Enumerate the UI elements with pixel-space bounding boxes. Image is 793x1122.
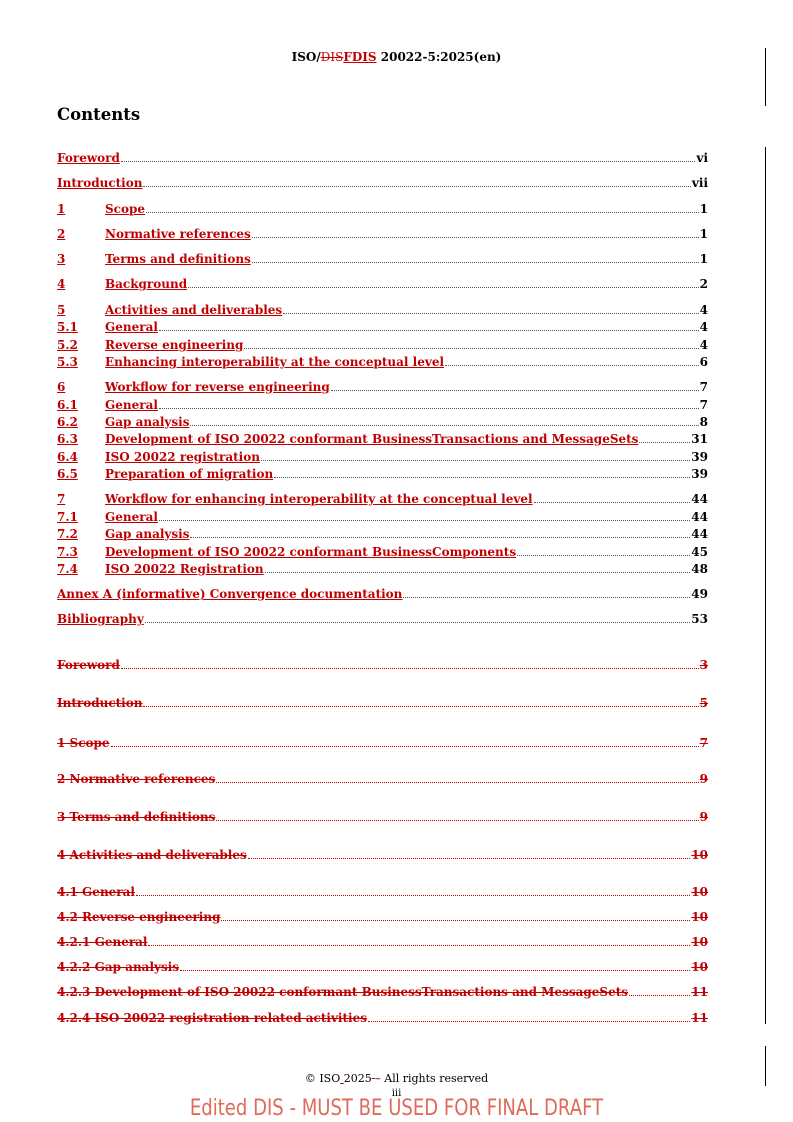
deleted-toc-entry xyxy=(57,933,708,949)
toc-entry-page: 1 xyxy=(699,227,708,241)
toc-entry-title: Background xyxy=(105,277,188,291)
copyright-footer xyxy=(0,1072,793,1085)
toc-entry-title: Activities and deliverables xyxy=(105,303,283,317)
deleted-toc-dot-leader xyxy=(216,819,698,821)
deleted-toc-entry-title: 4.1 General xyxy=(57,885,135,899)
header-deleted-text: DIS xyxy=(320,50,344,64)
toc-entry-title: Terms and definitions xyxy=(105,252,251,266)
deleted-toc-dot-leader xyxy=(221,919,690,921)
deleted-toc-entry xyxy=(57,770,708,786)
toc-dot-leader xyxy=(403,596,690,598)
toc-dot-leader xyxy=(252,236,699,238)
deleted-toc-entry xyxy=(57,883,708,899)
deleted-toc-entry xyxy=(57,734,708,750)
toc-entry[interactable] xyxy=(57,200,708,216)
deleted-toc-entry xyxy=(57,656,708,672)
toc-entry-number: 7 xyxy=(57,492,66,506)
watermark: Edited DIS - MUST BE USED FOR FINAL DRAFT xyxy=(189,1096,604,1121)
toc-entry-title: ISO 20022 Registration xyxy=(105,562,264,576)
deleted-toc-entry-title: Foreword xyxy=(57,658,120,672)
toc-entry-page: 1 xyxy=(699,252,708,266)
deleted-toc-entry-page: 10 xyxy=(691,885,708,899)
toc-entry-page: 1 xyxy=(699,202,708,216)
toc-entry[interactable] xyxy=(57,585,708,601)
toc-entry-number: 2 xyxy=(57,227,66,241)
toc-entry-number: 6 xyxy=(57,380,66,394)
toc-dot-leader xyxy=(517,554,690,556)
toc-entry-number: 1 xyxy=(57,202,66,216)
toc-entry[interactable] xyxy=(57,318,708,334)
toc-entry-number: 4 xyxy=(57,277,66,291)
toc-entry-page: 4 xyxy=(699,338,708,352)
toc-dot-leader xyxy=(188,286,699,288)
toc-entry[interactable] xyxy=(57,301,708,317)
toc-entry-page: 4 xyxy=(699,320,708,334)
toc-entry-title: Development of ISO 20022 conformant BusinessComponents xyxy=(105,545,517,559)
toc-entry[interactable] xyxy=(57,378,708,394)
toc-entry-number: 7.3 xyxy=(57,545,78,559)
toc-entry[interactable] xyxy=(57,610,708,626)
toc-dot-leader xyxy=(534,501,691,503)
toc-entry-title: Gap analysis xyxy=(105,527,190,541)
toc-entry-number: 6.5 xyxy=(57,467,78,481)
page-header xyxy=(0,50,793,64)
deleted-toc-dot-leader xyxy=(121,667,699,669)
deleted-toc-dot-leader xyxy=(248,857,691,859)
toc-entry-page: 49 xyxy=(691,587,708,601)
deleted-toc-dot-leader xyxy=(111,745,699,747)
toc-entry-number: 6.2 xyxy=(57,415,78,429)
deleted-toc-entry-title: 4.2.3 Development of ISO 20022 conformant BusinessTransactions and MessageSets xyxy=(57,985,629,999)
toc-entry-page: vii xyxy=(691,176,708,190)
deleted-toc-entry-page: 10 xyxy=(691,910,708,924)
toc-entry[interactable] xyxy=(57,508,708,524)
toc-entry-page: 48 xyxy=(691,562,708,576)
toc-entry[interactable] xyxy=(57,448,708,464)
toc-dot-leader xyxy=(265,571,691,573)
toc-entry-title: Development of ISO 20022 conformant BusinessTransactions and MessageSets xyxy=(105,432,639,446)
toc-entry-page: vi xyxy=(696,151,708,165)
deleted-toc-dot-leader xyxy=(629,994,690,996)
toc-dot-leader xyxy=(283,312,698,314)
toc-entry-number: 7.2 xyxy=(57,527,78,541)
toc-entry-page: 44 xyxy=(691,510,708,524)
toc-entry-title: Reverse engineering xyxy=(105,338,244,352)
toc-dot-leader xyxy=(190,424,698,426)
header-suffix: 20022-5:2025(en) xyxy=(376,50,502,64)
toc-dot-leader xyxy=(146,211,699,213)
change-bar-main xyxy=(765,147,766,1024)
deleted-toc-dot-leader xyxy=(368,1020,690,1022)
header-inserted-text: FDIS xyxy=(343,50,377,64)
toc-entry-title: Enhancing interoperability at the conceptual level xyxy=(105,355,445,369)
toc-entry-page: 7 xyxy=(699,398,708,412)
toc-dot-leader xyxy=(445,364,699,366)
toc-entry[interactable] xyxy=(57,490,708,506)
deleted-toc-dot-leader xyxy=(180,969,690,971)
toc-entry-number: 5 xyxy=(57,303,66,317)
toc-entry[interactable] xyxy=(57,336,708,352)
toc-entry-page: 8 xyxy=(699,415,708,429)
toc-entry-page: 2 xyxy=(699,277,708,291)
toc-entry-number: 6.3 xyxy=(57,432,78,446)
toc-entry-number: 3 xyxy=(57,252,66,266)
deleted-toc-entry-title: 4.2.2 Gap analysis xyxy=(57,960,180,974)
toc-entry-page: 6 xyxy=(699,355,708,369)
toc-entry[interactable] xyxy=(57,149,708,165)
toc-entry-page: 39 xyxy=(691,450,708,464)
toc-entry[interactable] xyxy=(57,174,708,190)
copyright-text-c: – All rights reserved xyxy=(375,1072,489,1085)
deleted-toc-entry-page: 11 xyxy=(691,985,708,999)
toc-entry-number: 5.2 xyxy=(57,338,78,352)
toc-entry-title: Bibliography xyxy=(57,612,144,626)
toc-entry-title: Foreword xyxy=(57,151,120,165)
toc-entry-page: 44 xyxy=(691,527,708,541)
toc-entry-title: Gap analysis xyxy=(105,415,190,429)
toc-entry[interactable] xyxy=(57,465,708,481)
deleted-toc-entry-page: 7 xyxy=(699,736,708,750)
toc-dot-leader xyxy=(159,519,690,521)
toc-dot-leader xyxy=(331,389,699,391)
deleted-toc-entry xyxy=(57,908,708,924)
toc-entry-page: 44 xyxy=(691,492,708,506)
toc-entry-page: 53 xyxy=(691,612,708,626)
toc-entry-title: Annex A (informative) Convergence documentation xyxy=(57,587,403,601)
copyright-text-a: © ISO xyxy=(304,1072,341,1085)
deleted-toc-entry-page: 10 xyxy=(691,848,708,862)
deleted-toc-entry-title: 3 Terms and definitions xyxy=(57,810,216,824)
toc-entry[interactable] xyxy=(57,275,708,291)
toc-dot-leader xyxy=(252,261,699,263)
toc-entry-page: 7 xyxy=(699,380,708,394)
toc-entry[interactable] xyxy=(57,250,708,266)
toc-entry-number: 5.3 xyxy=(57,355,78,369)
toc-entry-number: 5.1 xyxy=(57,320,78,334)
copyright-year: 2025 xyxy=(343,1072,372,1085)
toc-entry-title: Workflow for enhancing interoperability at the conceptual level xyxy=(105,492,533,506)
toc-entry-title: General xyxy=(105,510,158,524)
deleted-toc-entry xyxy=(57,1009,708,1025)
deleted-toc-entry xyxy=(57,846,708,862)
toc-entry-page: 31 xyxy=(691,432,708,446)
toc-entry[interactable] xyxy=(57,413,708,429)
deleted-toc-entry-title: 2 Normative references xyxy=(57,772,216,786)
deleted-toc-entry-title: 4.2.1 General xyxy=(57,935,148,949)
toc-dot-leader xyxy=(145,621,691,623)
deleted-toc-entry xyxy=(57,694,708,710)
toc-entry-title: Introduction xyxy=(57,176,143,190)
deleted-toc-entry-title: 4.2 Reverse engineering xyxy=(57,910,221,924)
toc-entry[interactable] xyxy=(57,560,708,576)
deleted-toc-entry-page: 3 xyxy=(699,658,708,672)
deleted-toc-entry xyxy=(57,983,708,999)
deleted-toc-dot-leader xyxy=(136,894,690,896)
toc-entry-title: ISO 20022 registration xyxy=(105,450,260,464)
toc-dot-leader xyxy=(159,407,699,409)
deleted-toc-entry-title: Introduction xyxy=(57,696,143,710)
toc-entry-title: Normative references xyxy=(105,227,251,241)
deleted-toc-dot-leader xyxy=(216,781,698,783)
toc-entry-title: Preparation of migration xyxy=(105,467,274,481)
toc-entry[interactable] xyxy=(57,225,708,241)
toc-entry-title: Workflow for reverse engineering xyxy=(105,380,330,394)
toc-dot-leader xyxy=(159,329,699,331)
toc-entry-page: 4 xyxy=(699,303,708,317)
deleted-toc-entry-page: 9 xyxy=(699,772,708,786)
deleted-toc-entry-title: 4 Activities and deliverables xyxy=(57,848,247,862)
toc-dot-leader xyxy=(121,160,696,162)
toc-entry-number: 7.1 xyxy=(57,510,78,524)
toc-entry[interactable] xyxy=(57,353,708,369)
toc-dot-leader xyxy=(190,536,690,538)
toc-dot-leader xyxy=(261,459,690,461)
toc-entry[interactable] xyxy=(57,543,708,559)
toc-entry-title: General xyxy=(105,320,158,334)
deleted-toc-entry xyxy=(57,808,708,824)
toc-entry-title: Scope xyxy=(105,202,146,216)
toc-entry-page: 45 xyxy=(691,545,708,559)
deleted-toc-entry-page: 9 xyxy=(699,810,708,824)
toc-entry-title: General xyxy=(105,398,158,412)
page-number: iii xyxy=(391,1088,402,1099)
deleted-toc-entry xyxy=(57,958,708,974)
toc-entry[interactable] xyxy=(57,430,708,446)
toc-dot-leader xyxy=(639,441,690,443)
deleted-toc-dot-leader xyxy=(148,944,690,946)
deleted-toc-dot-leader xyxy=(143,705,698,707)
toc-entry-page: 39 xyxy=(691,467,708,481)
deleted-toc-entry-title: 1 Scope xyxy=(57,736,110,750)
toc-entry[interactable] xyxy=(57,525,708,541)
toc-entry[interactable] xyxy=(57,396,708,412)
deleted-toc-entry-page: 11 xyxy=(691,1011,708,1025)
deleted-toc-entry-page: 10 xyxy=(691,960,708,974)
toc-entry-number: 6.1 xyxy=(57,398,78,412)
header-prefix: ISO/ xyxy=(291,50,321,64)
deleted-toc-entry-page: 5 xyxy=(699,696,708,710)
toc-entry-number: 6.4 xyxy=(57,450,78,464)
toc-dot-leader xyxy=(143,185,690,187)
toc-dot-leader xyxy=(244,347,698,349)
toc-dot-leader xyxy=(274,476,690,478)
toc-entry-number: 7.4 xyxy=(57,562,78,576)
deleted-toc-entry-title: 4.2.4 ISO 20022 registration related activities xyxy=(57,1011,367,1025)
deleted-toc-entry-page: 10 xyxy=(691,935,708,949)
contents-heading: Contents xyxy=(57,105,141,124)
